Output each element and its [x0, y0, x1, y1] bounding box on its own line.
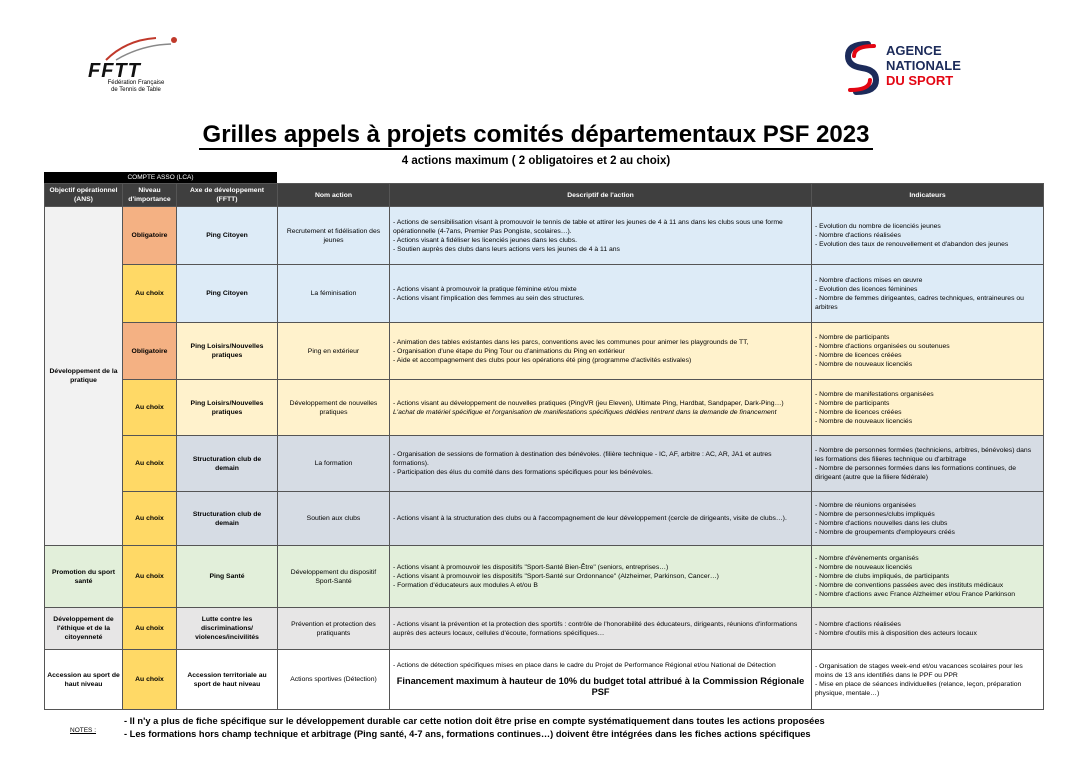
group-ethique-cell: Développement de l'éthique et de la citoyenneté	[45, 608, 123, 650]
col-header-obj: Objectif opérationnel (ANS)	[45, 184, 123, 207]
financement-note: Financement maximum à hauteur de 10% du budget total attribué à la Commission Régionale PSF	[396, 676, 805, 697]
axe-cell: Ping Loisirs/Nouvelles pratiques	[177, 380, 278, 436]
desc-cell: - Actions visant au développement de nouvelles pratiques (PingVR (jeu Eleven), Ultimate Ping, Hardbat, Sandpaper, Dark-Ping…) L'achat de matériel spécifique et l'organisation de manifestations spécifiques dédiées rentrent dans la demande de financement	[390, 380, 812, 436]
projects-grid	[44, 183, 1044, 710]
axe-cell: Accession territoriale au sport de haut niveau	[177, 650, 278, 710]
table-row	[45, 207, 1044, 265]
col-header-ind: Indicateurs	[812, 184, 1044, 207]
col-header-lvl: Niveau d'importance	[123, 184, 177, 207]
ind-cell: - Evolution du nombre de licenciés jeunes - Nombre d'actions réalisées - Evolution des taux de renouvellement et d'abandon des jeunes	[812, 207, 1044, 265]
nom-cell: Recrutement et fidélisation des jeunes	[278, 207, 390, 265]
level-cell: Au choix	[123, 380, 177, 436]
desc-cell: - Organisation de sessions de formation à destination des bénévoles. (filière technique - IC, AF, arbitre : AC, AR, JA1 et autres formations). - Participation des élus du comité dans des formations spécifiques pour les bénévoles.	[390, 436, 812, 492]
axe-cell: Lutte contre les discriminations/ violences/incivilités	[177, 608, 278, 650]
desc-cell: - Actions visant à promouvoir la pratique féminine et/ou mixte - Actions visant l'implication des femmes au sein des structures.	[390, 265, 812, 323]
level-cell: Au choix	[123, 608, 177, 650]
ind-cell: - Nombre d'actions réalisées - Nombre d'outils mis à disposition des acteurs locaux	[812, 608, 1044, 650]
ind-cell: - Nombre de manifestations organisées - Nombre de participants - Nombre de licences créées - Nombre de nouveaux licenciés	[812, 380, 1044, 436]
ind-cell: - Organisation de stages week-end et/ou vacances scolaires pour les moins de 13 ans identifiés dans le PPF ou PPR - Mise en place de séances individuelles (relance, leçon, préparation physique, mentale…)	[812, 650, 1044, 710]
ind-cell: - Nombre de réunions organisées - Nombre de personnes/clubs impliqués - Nombre d'actions nouvelles dans les clubs - Nombre de groupements d'employeurs créés	[812, 492, 1044, 546]
axe-cell: Ping Santé	[177, 546, 278, 608]
notes-line-2: - Les formations hors champ technique et arbitrage (Ping santé, 4-7 ans, formations continues…) doivent être intégrées dans les fiches actions spécifiques	[124, 729, 811, 739]
desc-cell: - Actions de sensibilisation visant à promouvoir le tennis de table et attirer les jeunes de 4 à 11 ans dans les clubs sous une forme opérationnelle (4-7ans, Premier Pas Pongiste, scolaires…). - Actions visant à fidéliser les licenciés jeunes dans les clubs. - Soutien auprès des clubs dans leurs actions vers les jeunes de 4 à 11 ans	[390, 207, 812, 265]
table-row	[45, 608, 1044, 650]
table-row	[45, 436, 1044, 492]
nom-cell: Ping en extérieur	[278, 323, 390, 380]
axe-cell: Structuration club de demain	[177, 492, 278, 546]
desc-italic-note: L'achat de matériel spécifique et l'organisation de manifestations spécifiques dédiées rentrent dans la demande de financement	[393, 408, 777, 416]
nom-cell: Actions sportives (Détection)	[278, 650, 390, 710]
nom-cell: La féminisation	[278, 265, 390, 323]
level-cell: Au choix	[123, 650, 177, 710]
fftt-subtitle: Fédération Française de Tennis de Table	[107, 80, 165, 93]
group-dev-cell: Développement de la pratique	[45, 207, 123, 546]
notes-text	[124, 715, 825, 741]
level-cell: Au choix	[123, 492, 177, 546]
table-row	[45, 546, 1044, 608]
ind-cell: - Nombre de personnes formées (techniciens, arbitres, bénévoles) dans les formations des filieres technique ou d'arbitrage - Nombre de personnes formées dans les formations continues, de dirigeant (autre que la filiere fédérale)	[812, 436, 1044, 492]
nom-cell: La formation	[278, 436, 390, 492]
table-row	[45, 650, 1044, 710]
notes-label: NOTES :	[70, 727, 97, 734]
table-row	[45, 380, 1044, 436]
axe-cell: Ping Citoyen	[177, 265, 278, 323]
compte-asso-label: COMPTE ASSO (LCA)	[44, 172, 277, 183]
desc-cell: - Actions visant à la structuration des clubs ou à l'accompagnement de leur développement (cercle de dirigeants, visite de clubs…).	[390, 492, 812, 546]
ans-logo-text: AGENCE NATIONALE DU SPORT	[886, 43, 961, 88]
axe-cell: Structuration club de demain	[177, 436, 278, 492]
desc-cell: - Actions visant à promouvoir les dispositifs "Sport-Santé Bien-Être" (seniors, entreprises…) - Actions visant à promouvoir les dispositifs "Sport-Santé sur Ordonnance" (Alzheimer, Parkinson, Cancer…) - Formation d'éducateurs aux modules A et/ou B	[390, 546, 812, 608]
desc-cell: - Actions de détection spécifiques mises en place dans le cadre du Projet de Performance Régional et/ou National de Détection Financement maximum à hauteur de 10% du budget total attribué à la Commission Régionale PSF	[390, 650, 812, 710]
nom-cell: Soutien aux clubs	[278, 492, 390, 546]
level-cell: Au choix	[123, 546, 177, 608]
nom-cell: Développement de nouvelles pratiques	[278, 380, 390, 436]
level-cell: Obligatoire	[123, 323, 177, 380]
desc-cell: - Animation des tables existantes dans les parcs, conventions avec les communes pour animer les playgrounds de TT, - Organisation d'une étape du Ping Tour ou d'animations du Ping en extérieur - Aide et accompagnement des clubs pour les opérations été ping (programme d'activités estivales)	[390, 323, 812, 380]
page-title: Grilles appels à projets comités départementaux PSF 2023	[0, 121, 1072, 149]
group-promo-cell: Promotion du sport santé	[45, 546, 123, 608]
header-row	[45, 184, 1044, 207]
table-row	[45, 265, 1044, 323]
axe-cell: Ping Citoyen	[177, 207, 278, 265]
axe-cell: Ping Loisirs/Nouvelles pratiques	[177, 323, 278, 380]
ind-cell: - Nombre de participants - Nombre d'actions organisées ou soutenues - Nombre de licences créées - Nombre de nouveaux licenciés	[812, 323, 1044, 380]
page-subtitle: 4 actions maximum ( 2 obligatoires et 2 au choix)	[401, 155, 671, 167]
level-cell: Au choix	[123, 265, 177, 323]
level-cell: Au choix	[123, 436, 177, 492]
notes-section	[44, 710, 1043, 748]
col-header-nom: Nom action	[278, 184, 390, 207]
fftt-logo-text: FFTT	[88, 60, 141, 82]
col-header-axe: Axe de développement (FFTT)	[177, 184, 278, 207]
level-cell: Obligatoire	[123, 207, 177, 265]
col-header-desc: Descriptif de l'action	[390, 184, 812, 207]
ind-cell: - Nombre d'évènements organisés - Nombre de nouveaux licenciés - Nombre de clubs impliqués, de participants - Nombre de conventions passées avec des instituts médicaux - Nombre d'actions avec France Alzheimer et/ou France Parkinson	[812, 546, 1044, 608]
table-row	[45, 492, 1044, 546]
ind-cell: - Nombre d'actions mises en œuvre - Evolution des licences féminines - Nombre de femmes dirigeantes, cadres techniques, entraineures ou arbitres	[812, 265, 1044, 323]
table-row	[45, 323, 1044, 380]
desc-cell: - Actions visant la prévention et la protection des sportifs : contrôle de l'honorabilité des éducateurs, dirigeants, réunions d'informations auprès des acteurs locaux, cellules d'écoute, formations spécifiques…	[390, 608, 812, 650]
group-haut-cell: Accession au sport de haut niveau	[45, 650, 123, 710]
nom-cell: Développement du dispositif Sport-Santé	[278, 546, 390, 608]
nom-cell: Prévention et protection des pratiquants	[278, 608, 390, 650]
notes-line-1: - Il n'y a plus de fiche spécifique sur le développement durable car cette notion doit être prise en compte systématiquement dans toutes les actions proposées	[124, 716, 825, 726]
